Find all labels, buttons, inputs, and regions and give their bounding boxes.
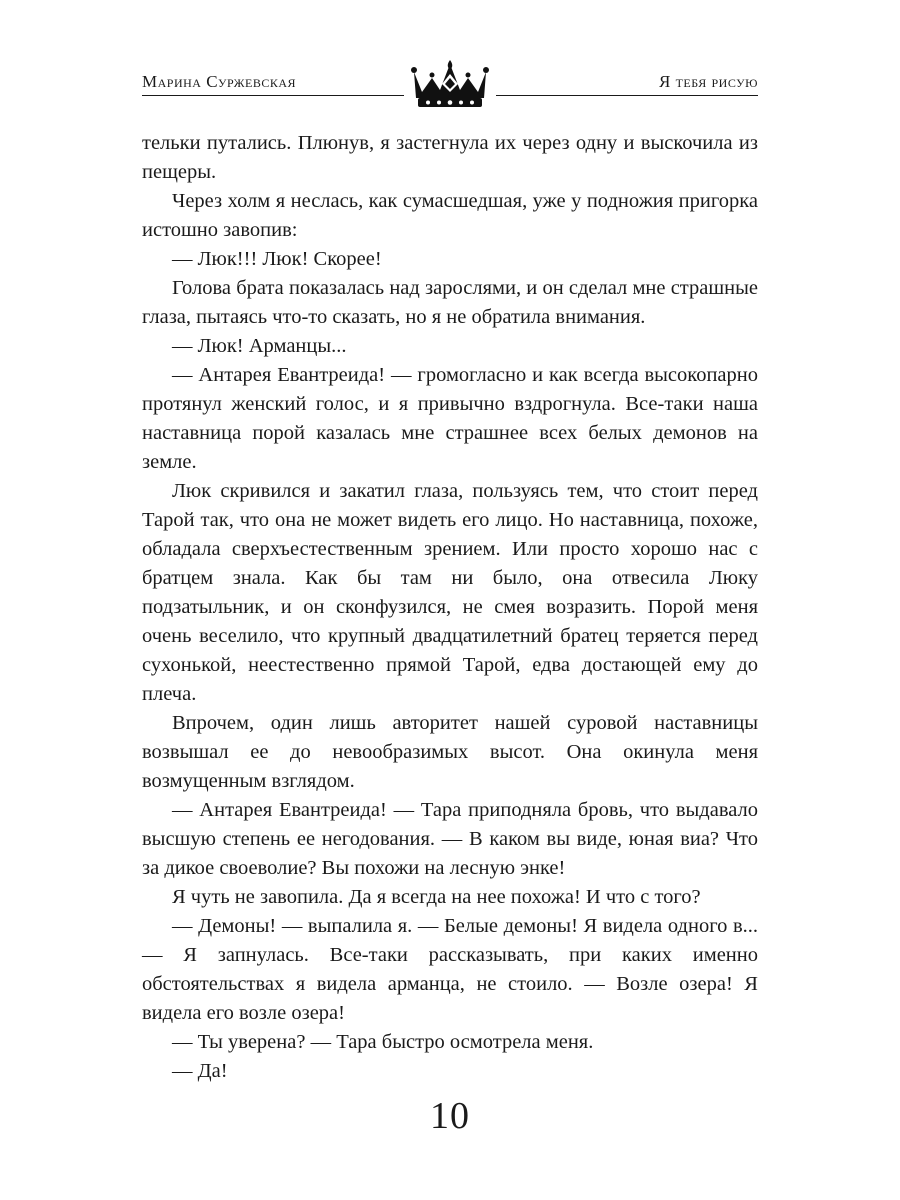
paragraph: тельки путались. Плюнув, я застегнула их через одну и выскочила из пещеры. <box>142 132 758 183</box>
page-number: 10 <box>430 1095 470 1137</box>
crown-icon <box>408 58 492 112</box>
paragraph: — Антарея Евантреида! — Тара приподняла бровь, что выдавало высшую степень ее негодования. — В каком вы виде, юная виа? Что за дикое своеволие? Вы похожи на лесную энке! <box>142 799 758 879</box>
running-header <box>142 58 758 112</box>
paragraph: Люк скривился и закатил глаза, пользуясь тем, что стоит перед Тарой так, что она не может видеть его лицо. Но наставница, похоже, обладала сверхъестественным зрением. Или просто хорошо нас с братцем знала. Как бы там ни было, она отвесила Люку подзатыльник, и он сконфузился, не смея возразить. Порой меня очень веселило, что крупный двадцатилетний братец теряется перед сухонькой, неестественно прямой Тарой, едва достающей ему до плеча. <box>142 480 758 705</box>
page-body <box>142 129 758 1086</box>
paragraph: Голова брата показалась над зарослями, и он сделал мне страшные глаза, пытаясь что-то сказать, но я не обратила внимания. <box>142 277 758 328</box>
header-rule-right <box>496 95 758 96</box>
paragraph: Через холм я неслась, как сумасшедшая, уже у подножия пригорка истошно завопив: <box>142 190 758 241</box>
paragraph: — Антарея Евантреида! — громогласно и как всегда высокопарно протянул женский голос, и я привычно вздрогнула. Все-таки наша наставница порой казалась мне страшнее всех белых демонов на земле. <box>142 364 758 473</box>
paragraph: — Люк! Арманцы... <box>172 335 347 357</box>
header-title: Я тебя рисую <box>658 72 758 91</box>
paragraph: — Демоны! — выпалила я. — Белые демоны! Я видела одного в... — Я запнулась. Все-таки рассказывать, при каких именно обстоятельствах я видела арманца, не стоило. — Возле озера! Я видела его возле озера! <box>142 915 758 1024</box>
paragraph: Впрочем, один лишь авторитет нашей суровой наставницы возвышал ее до невообразимых высот. Она окинула меня возмущенным взглядом. <box>142 712 758 792</box>
header-author: Марина Суржевская <box>142 72 297 91</box>
paragraph: — Ты уверена? — Тара быстро осмотрела меня. <box>172 1031 594 1053</box>
paragraph: — Люк!!! Люк! Скорее! <box>172 248 382 270</box>
header-rule-left <box>142 95 404 96</box>
paragraph: Я чуть не завопила. Да я всегда на нее похожа! И что с того? <box>172 886 701 908</box>
paragraph: — Да! <box>172 1060 228 1082</box>
